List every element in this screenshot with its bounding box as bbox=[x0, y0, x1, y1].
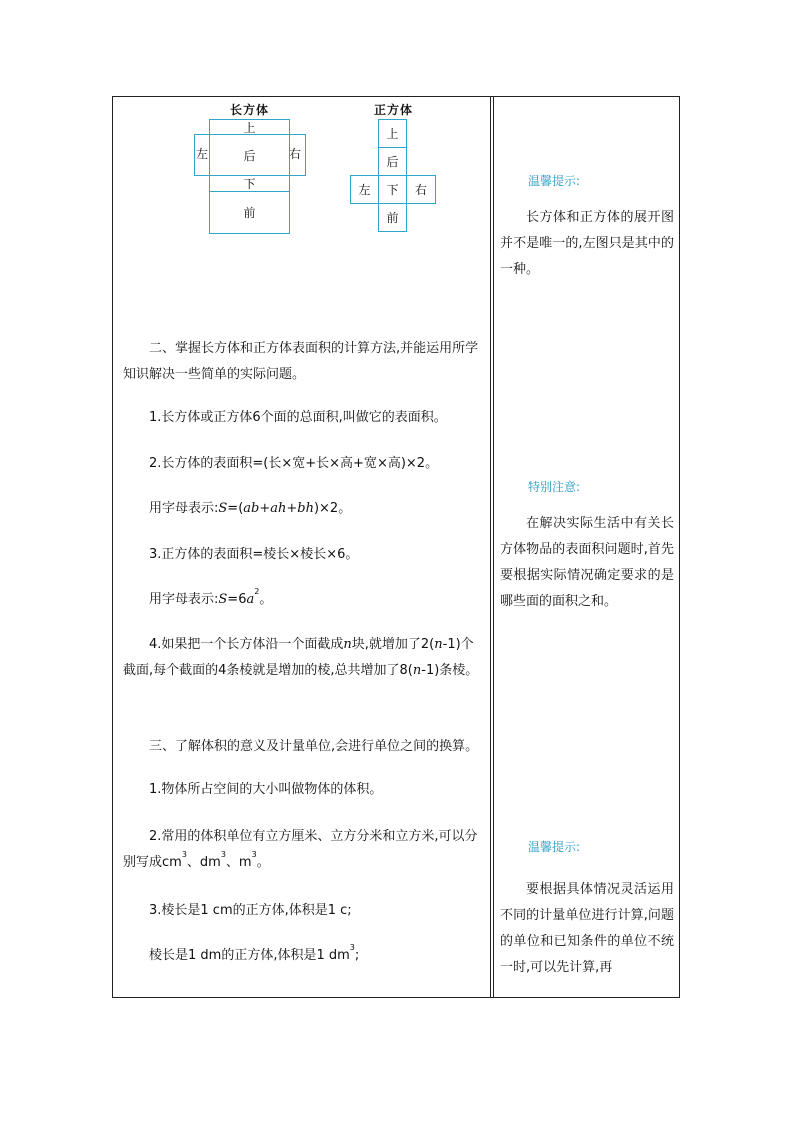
column-divider-inner bbox=[493, 96, 494, 998]
cube-letter-formula: 用字母表示$:S=6a^2$。 bbox=[149, 587, 273, 607]
cube-face-top: 上 bbox=[378, 119, 407, 148]
column-divider bbox=[490, 96, 491, 998]
cuboid-face-back: 后 bbox=[209, 134, 290, 176]
tip-3-title: 温馨提示: bbox=[528, 840, 581, 854]
cuboid-net-title: 长方体 bbox=[230, 103, 270, 117]
cube-face-bottom: 下 bbox=[378, 175, 407, 204]
tip-3-body: 要根据具体情况灵活运用不同的计量单位进行计算,问题的单位和已知条件的单位不统一时,可以先计算,再 bbox=[500, 882, 674, 975]
volume-dm-cube: 棱长是1 dm的正方体,体积是1 $dm^3$; bbox=[149, 943, 360, 963]
cuboid-face-front: 前 bbox=[209, 191, 290, 234]
cube-face-left: 左 bbox=[350, 175, 379, 204]
tip-2-body: 在解决实际生活中有关长方体物品的表面积问题时,首先要根据实际情况确定要求的是哪些面的面积之和。 bbox=[500, 516, 674, 609]
volume-units: 2.常用的体积单位有立方厘米、立方分米和立方米,可以分别写成$cm^3$、$dm^3$、$m^3$。 bbox=[123, 829, 478, 870]
cube-surface-formula: 3.正方体的表面积=棱长×棱长×6。 bbox=[149, 547, 359, 562]
tip-1-title: 温馨提示: bbox=[528, 174, 581, 188]
volume-cm-cube: 3.棱长是1 cm的正方体,体积是1 c; bbox=[149, 903, 352, 918]
section-2-title: 二、掌握长方体和正方体表面积的计算方法,并能运用所学知识解决一些简单的实际问题。 bbox=[123, 341, 479, 382]
cuboid-letter-formula: 用字母表示:S=(ab+ah+bh)×2。 bbox=[149, 501, 352, 516]
tip-2-title: 特别注意: bbox=[528, 480, 581, 494]
cuboid-face-right-label: 右 bbox=[289, 147, 302, 161]
cube-face-right: 右 bbox=[406, 175, 436, 204]
section-3-title: 三、了解体积的意义及计量单位,会进行单位之间的换算。 bbox=[149, 739, 479, 754]
cube-net-title: 正方体 bbox=[374, 103, 414, 117]
tip-1-body: 长方体和正方体的展开图并不是唯一的,左图只是其中的一种。 bbox=[500, 210, 674, 277]
cuboid-surface-formula: 2.长方体的表面积=(长×宽+长×高+宽×高)×2。 bbox=[149, 456, 439, 471]
cuboid-face-top: 上 bbox=[209, 119, 290, 135]
cuboid-face-bottom: 下 bbox=[209, 175, 290, 192]
cuboid-face-left-label: 左 bbox=[196, 147, 209, 161]
volume-definition: 1.物体所占空间的大小叫做物体的体积。 bbox=[149, 782, 383, 797]
cutting-cuboid-rule: 4.如果把一个长方体沿一个面截成n块,就增加了2(n-1)个截面,每个截面的4条棱就是增加的棱,总共增加了8(n-1)条棱。 bbox=[123, 637, 479, 678]
cube-face-front: 前 bbox=[378, 203, 407, 232]
cube-face-back: 后 bbox=[378, 147, 407, 176]
surface-area-definition: 1.长方体或正方体6个面的总面积,叫做它的表面积。 bbox=[149, 410, 447, 425]
